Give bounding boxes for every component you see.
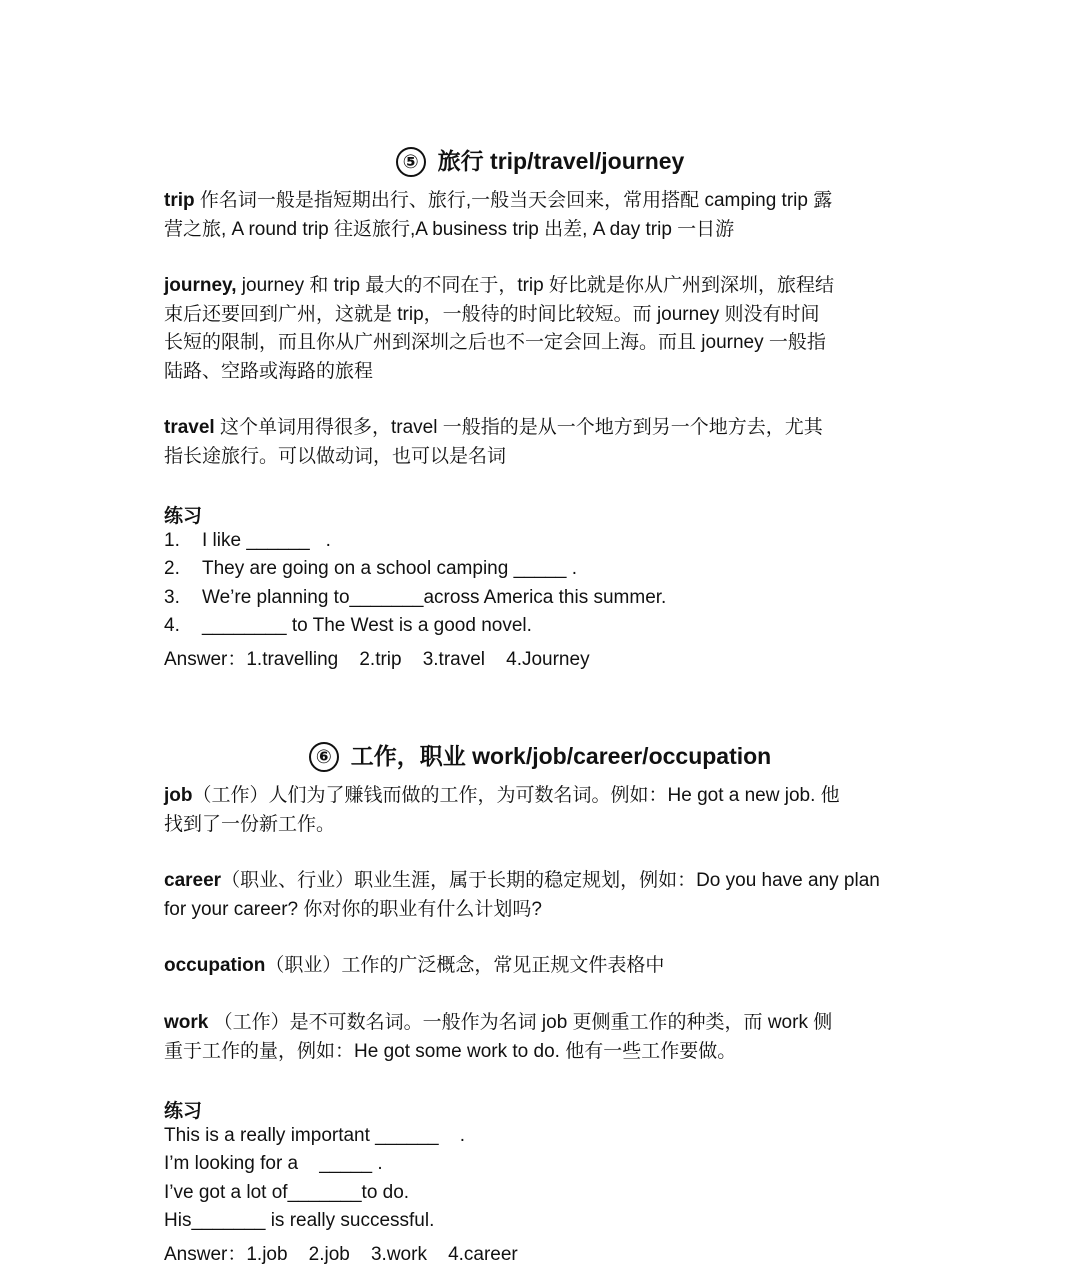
journey-paragraph-line-4: 陆路、空路或海路的旅程 [164,360,374,382]
circled-number-6: ⑥ [309,742,339,772]
section-5-practice-label: 练习 [164,506,203,527]
term-occupation: occupation [164,955,266,976]
career-paragraph-line-1: career（职业、行业）职业生涯，属于长期的稳定规划，例如：Do you have any plan [164,870,880,891]
journey-paragraph-line-2: 束后还要回到广州，这就是 trip，一般待的时间比较短。而 journey 则没有时间 [164,303,820,325]
section-5-answer: Answer：1.travelling 2.trip 3.travel 4.Journey [164,649,590,670]
section-6-exercise: I’ve got a lot of_______to do. [164,1182,410,1203]
travel-paragraph-line-2: 指长途旅行。可以做动词，也可以是名词 [164,445,507,467]
section-6-answer: Answer：1.job 2.job 3.work 4.career [164,1244,518,1265]
circled-number-5: ⑤ [396,147,426,177]
section-6-exercise: I’m looking for a _____ . [164,1153,383,1174]
section-6-heading [164,738,916,772]
trip-paragraph-line-2: 营之旅, A round trip 往返旅行,A business trip 出差, A day trip 一日游 [164,218,735,240]
section-6-practice-label: 练习 [164,1101,203,1122]
section-5-exercise: 2. They are going on a school camping _____ . [164,558,577,579]
section-6-exercise: This is a really important ______ . [164,1125,465,1146]
travel-paragraph-line-1: travel 这个单词用得很多，travel 一般指的是从一个地方到另一个地方去，尤其 [164,417,823,438]
term-journey: journey, [164,275,237,296]
term-trip: trip [164,190,195,211]
occupation-paragraph-line-1: occupation（职业）工作的广泛概念，常见正规文件表格中 [164,955,665,976]
work-paragraph-line-2: 重于工作的量，例如：He got some work to do. 他有一些工作要做。 [164,1040,737,1062]
term-travel: travel [164,417,215,438]
section-5-heading [164,143,916,177]
trip-paragraph-line-1: trip 作名词一般是指短期出行、旅行,一般当天会回来，常用搭配 camping trip 露 [164,190,833,211]
term-job: job [164,785,193,806]
section-6-title: 工作，职业 work/job/career/occupation [350,743,772,769]
section-5-title: 旅行 trip/travel/journey [437,148,685,174]
section-5-exercise: 4. ________ to The West is a good novel. [164,615,532,636]
work-paragraph-line-1: work （工作）是不可数名词。一般作为名词 job 更侧重工作的种类，而 work 侧 [164,1012,833,1033]
career-paragraph-line-2: for your career? 你对你的职业有什么计划吗? [164,898,542,920]
section-5-exercise: 3. We’re planning to_______across America this summer. [164,587,667,608]
section-6-exercise: His_______ is really successful. [164,1210,435,1231]
journey-paragraph-line-1: journey, journey 和 trip 最大的不同在于，trip 好比就是你从广州到深圳，旅程结 [164,275,834,296]
job-paragraph-line-2: 找到了一份新工作。 [164,813,336,835]
term-career: career [164,870,222,891]
section-5-exercise: 1. I like ______ . [164,530,331,551]
job-paragraph-line-1: job（工作）人们为了赚钱而做的工作，为可数名词。例如：He got a new job. 他 [164,785,840,806]
term-work: work [164,1012,209,1033]
journey-paragraph-line-3: 长短的限制，而且你从广州到深圳之后也不一定会回上海。而且 journey 一般指 [164,332,826,353]
